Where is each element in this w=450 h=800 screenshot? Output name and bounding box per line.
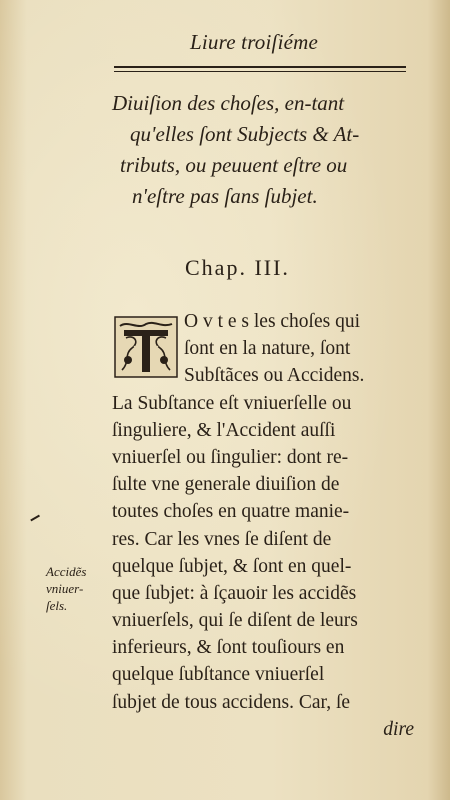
- body-line: ſulte vne generale diuiſion de: [112, 474, 340, 496]
- body-line: vniuerſel ou ſingulier: dont re-: [112, 446, 349, 468]
- margin-note: [46, 563, 106, 614]
- chapter-number: III.: [254, 255, 290, 280]
- header-rule: [114, 66, 406, 68]
- body-line: quelque ſubſtance vniuerſel: [112, 664, 325, 686]
- body-line: vniuerſels, qui ſe diſent de leurs: [112, 610, 358, 632]
- header-rule-thin: [114, 71, 406, 72]
- title-line: n'eſtre pas ſans ſubjet.: [132, 184, 318, 208]
- body-line: quelque ſubjet, & ſont en quel-: [112, 555, 352, 577]
- chapter-title: [112, 88, 412, 212]
- title-line: qu'elles ſont Subjects & At-: [130, 122, 360, 146]
- margin-note-line: vniuer-: [46, 581, 84, 596]
- body-line: ſinguliere, & l'Accident auſſi: [112, 419, 336, 441]
- body-line: La Subſtance eſt vniuerſelle ou: [112, 392, 352, 414]
- body-line: ſubjet de tous accidens. Car, ſe: [112, 691, 351, 713]
- margin-note-line: Accidẽs: [46, 564, 87, 579]
- body-line: res. Car les vnes ſe diſent de: [112, 528, 332, 550]
- margin-mark: [30, 515, 39, 521]
- body-line: Subſtãces ou Accidens.: [184, 365, 365, 387]
- title-line: tributs, ou peuuent eſtre ou: [120, 153, 348, 177]
- margin-note-line: ſels.: [46, 598, 68, 613]
- body-text: [112, 308, 422, 743]
- title-line: Diuiſion des choſes, en-tant: [112, 91, 345, 115]
- catchword: dire: [383, 718, 414, 740]
- chapter-label: Chap.: [185, 255, 247, 280]
- body-line: O v t e s les choſes qui: [184, 311, 361, 332]
- body-line: ſont en la nature, ſont: [184, 338, 351, 360]
- chapter-heading: [185, 255, 290, 281]
- body-line: toutes choſes en quatre manie-: [112, 501, 350, 523]
- running-head: Liure troiſiéme: [190, 30, 319, 54]
- body-line: que ſubjet: à ſçauoir les accidẽs: [112, 582, 357, 604]
- body-line: inferieurs, & ſont touſiours en: [112, 637, 345, 659]
